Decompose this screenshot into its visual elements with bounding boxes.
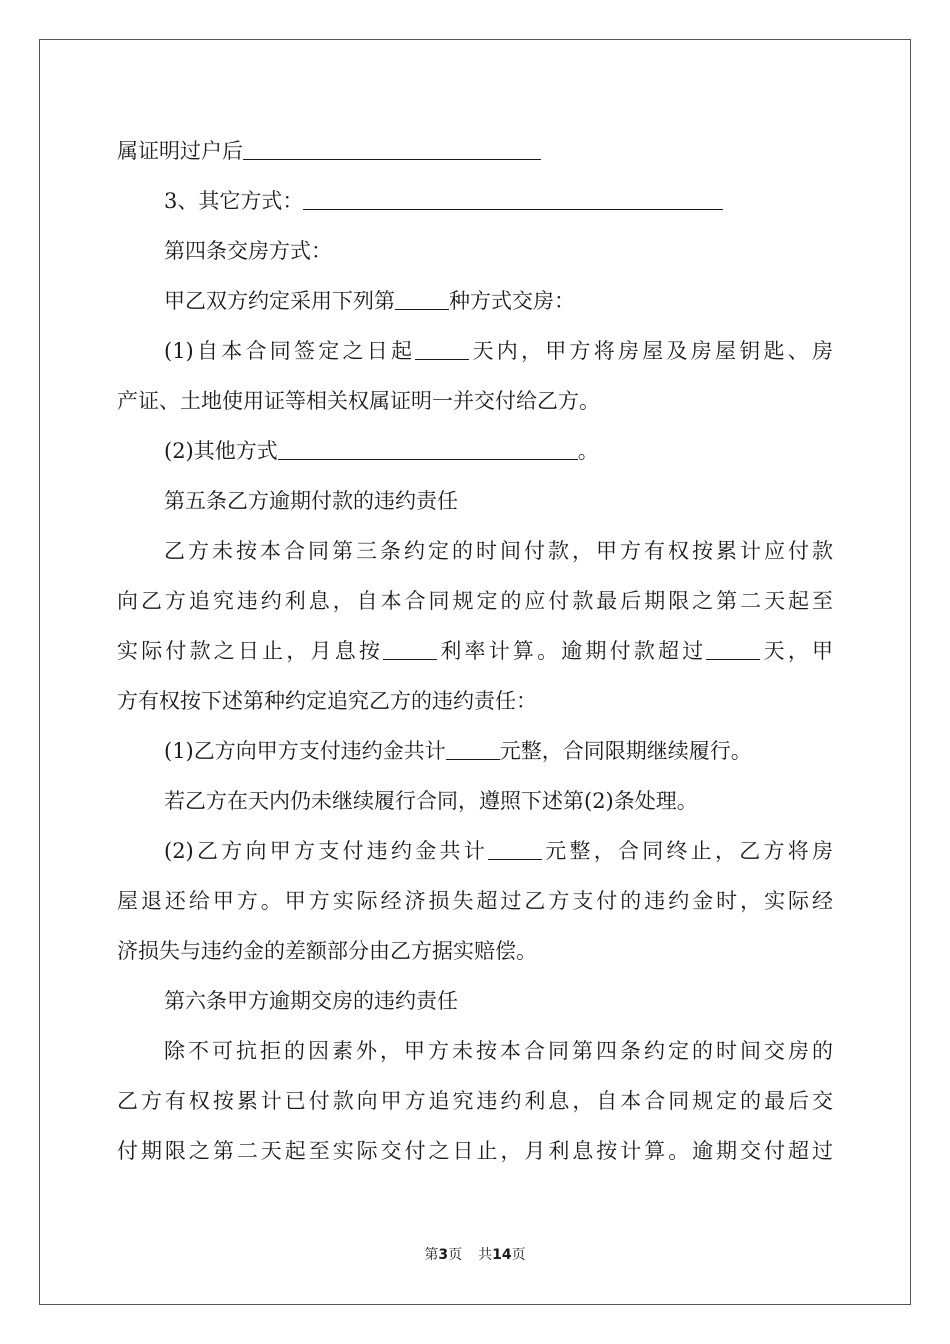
fill-blank bbox=[383, 637, 437, 660]
paragraph-line: 济损失与违约金的差额部分由乙方据实赔偿。 bbox=[117, 939, 537, 963]
page-footer: 第3页 共14页 bbox=[424, 1247, 526, 1263]
paragraph-line: 屋退还给甲方。甲方实际经济损失超过乙方支付的违约金时，实际经 bbox=[117, 889, 833, 913]
paragraph-line: (1)自本合同签定之日起 天内，甲方将房屋及房屋钥匙、房 bbox=[164, 339, 833, 363]
paragraph-line: 乙方未按本合同第三条约定的时间付款，甲方有权按累计应付款 bbox=[164, 539, 833, 563]
fill-blank bbox=[243, 137, 541, 160]
paragraph-line: 乙方有权按累计已付款向甲方追究违约利息，自本合同规定的最后交 bbox=[117, 1089, 833, 1113]
fill-blank bbox=[278, 437, 578, 460]
paragraph-line: 3、其它方式： bbox=[164, 186, 723, 216]
fill-blank bbox=[415, 337, 469, 360]
paragraph-line: 向乙方追究违约利息，自本合同规定的应付款最后期限之第二天起至 bbox=[117, 589, 833, 613]
fill-blank bbox=[706, 637, 760, 660]
paragraph-line: (2)乙方向甲方支付违约金共计 元整，合同终止，乙方将房 bbox=[164, 839, 833, 863]
paragraph-line: 方有权按下述第种约定追究乙方的违约责任： bbox=[117, 689, 537, 713]
paragraph-line: (1)乙方向甲方支付违约金共计 元整，合同限期继续履行。 bbox=[164, 739, 752, 763]
paragraph-line: (2)其他方式 。 bbox=[164, 439, 599, 463]
page-number: 3 bbox=[438, 1247, 449, 1263]
total-pages: 14 bbox=[492, 1247, 512, 1263]
paragraph-line: 除不可抗拒的因素外，甲方未按本合同第四条约定的时间交房的 bbox=[164, 1039, 833, 1063]
article-heading: 第四条交房方式： bbox=[164, 239, 332, 263]
paragraph-line: 属证明过户后 bbox=[117, 136, 541, 166]
fill-blank bbox=[395, 287, 449, 310]
paragraph-line: 产证、土地使用证等相关权属证明一并交付给乙方。 bbox=[117, 389, 600, 413]
fill-blank bbox=[446, 737, 500, 760]
fill-blank bbox=[488, 837, 542, 860]
article-heading: 第六条甲方逾期交房的违约责任 bbox=[164, 989, 458, 1013]
paragraph-line: 实际付款之日止，月息按 利率计算。逾期付款超过 天，甲 bbox=[117, 639, 834, 663]
paragraph-line: 甲乙双方约定采用下列第 种方式交房： bbox=[164, 289, 575, 313]
paragraph-line: 付期限之第二天起至实际交付之日止，月利息按计算。逾期交付超过 bbox=[117, 1139, 833, 1163]
article-heading: 第五条乙方逾期付款的违约责任 bbox=[164, 489, 458, 513]
fill-blank bbox=[303, 187, 723, 210]
paragraph-line: 若乙方在天内仍未继续履行合同，遵照下述第(2)条处理。 bbox=[164, 789, 698, 813]
